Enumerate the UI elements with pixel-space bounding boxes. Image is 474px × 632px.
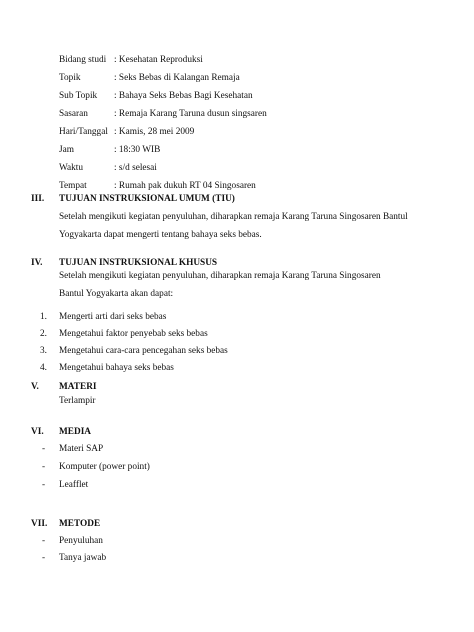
info-value: : Kesehatan Reproduksi xyxy=(114,55,203,65)
section-number: V. xyxy=(31,382,39,392)
info-value: : Rumah pak dukuh RT 04 Singosaren xyxy=(114,181,256,191)
section-text: Terlampir xyxy=(59,396,96,406)
list-number: 4. xyxy=(40,363,47,373)
bullet-dash: - xyxy=(42,553,46,563)
info-value: : Remaja Karang Taruna dusun singsaren xyxy=(114,109,267,119)
section-heading: MEDIA xyxy=(59,427,92,437)
info-key: Bidang studi xyxy=(59,55,107,65)
list-number: 2. xyxy=(40,329,47,339)
section-number: IV. xyxy=(31,258,43,268)
list-item: Komputer (power point) xyxy=(59,462,150,472)
paragraph-line: Setelah mengikuti kegiatan penyuluhan, diharapkan remaja Karang Taruna Singosaren xyxy=(59,271,381,281)
bullet-dash: - xyxy=(42,444,46,454)
list-item: Tanya jawab xyxy=(59,553,107,563)
info-value: : 18:30 WIB xyxy=(114,145,161,155)
list-item: Penyuluhan xyxy=(59,536,103,546)
list-item: Mengetahui faktor penyebab seks bebas xyxy=(59,329,208,339)
info-value: : s/d selesai xyxy=(114,163,157,173)
paragraph-line: Bantul Yogyakarta akan dapat: xyxy=(59,289,174,299)
list-item: Materi SAP xyxy=(59,444,104,454)
info-key: Waktu xyxy=(59,163,84,173)
info-key: Tempat xyxy=(59,181,87,191)
section-number: VI. xyxy=(31,427,44,437)
info-value: : Bahaya Seks Bebas Bagi Kesehatan xyxy=(114,91,253,101)
list-item: Mengerti arti dari seks bebas xyxy=(59,312,167,322)
list-item: Mengetahui cara-cara pencegahan seks bebas xyxy=(59,346,228,356)
info-key: Jam xyxy=(59,145,74,155)
paragraph-line: Setelah mengikuti kegiatan penyuluhan, diharapkan remaja Karang Taruna Singosaren Bantul xyxy=(59,212,408,222)
section-heading: TUJUAN INSTRUKSIONAL KHUSUS xyxy=(59,258,218,268)
info-key: Topik xyxy=(59,73,81,83)
list-number: 3. xyxy=(40,346,47,356)
section-number: VII. xyxy=(31,519,48,529)
paragraph-line: Yogyakarta dapat mengerti tentang bahaya seks bebas. xyxy=(59,230,262,240)
bullet-dash: - xyxy=(42,462,46,472)
info-key: Sub Topik xyxy=(59,91,98,101)
info-key: Sasaran xyxy=(59,109,88,119)
section-heading: TUJUAN INSTRUKSIONAL UMUM (TIU) xyxy=(59,194,235,204)
list-number: 1. xyxy=(40,312,47,322)
list-item: Mengetahui bahaya seks bebas xyxy=(59,363,174,373)
section-heading: MATERI xyxy=(59,382,97,392)
section-number: III. xyxy=(31,194,45,204)
bullet-dash: - xyxy=(42,536,46,546)
bullet-dash: - xyxy=(42,480,46,490)
info-value: : Kamis, 28 mei 2009 xyxy=(114,127,195,137)
info-key: Hari/Tanggal xyxy=(59,127,108,137)
list-item: Leafflet xyxy=(59,480,89,490)
info-value: : Seks Bebas di Kalangan Remaja xyxy=(114,73,240,83)
section-heading: METODE xyxy=(59,519,101,529)
